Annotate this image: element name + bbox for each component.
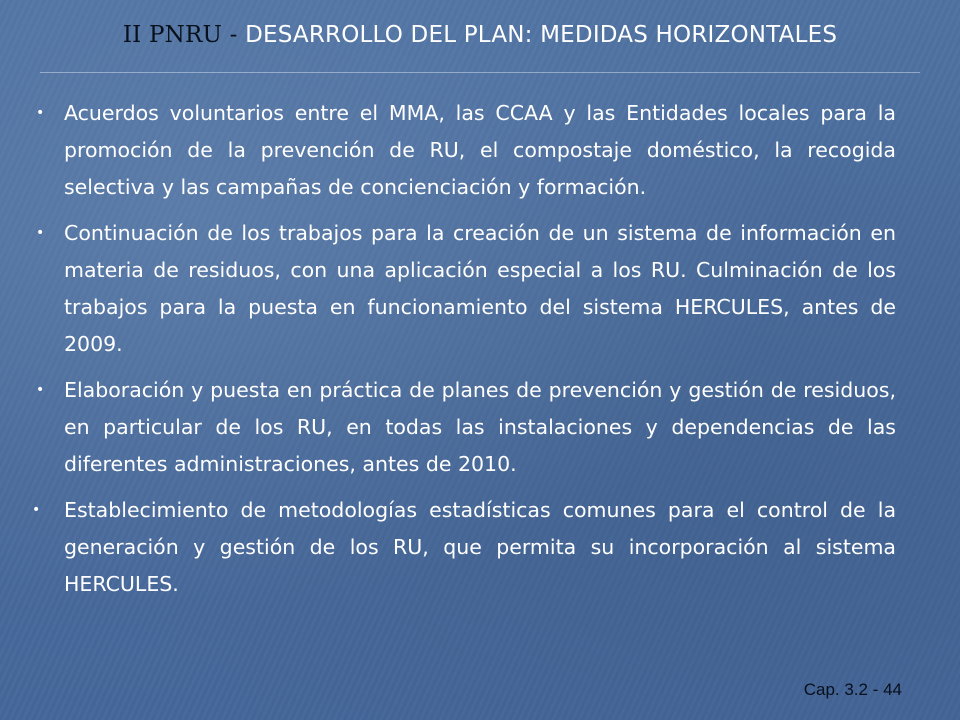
bullet-item [30,492,896,603]
title-main: DESARROLLO DEL PLAN: MEDIDAS HORIZONTALES [245,22,838,48]
slide-number: Cap. 3.2 - 44 [803,680,902,699]
bullet-dot: • [36,105,45,121]
title-prefix: II PNRU - [122,22,246,48]
title-divider [40,72,920,73]
bullet-dot: • [36,225,45,241]
bullet-dot: • [32,502,41,518]
bullet-list [30,95,896,612]
bullet-dot: • [36,382,45,398]
bullet-item [30,372,896,483]
bullet-text: Establecimiento de metodologías estadísticas comunes para el control de la generación y gestión de los RU, que permita su incorporación al sistema HERCULES. [64,498,896,596]
bullet-text: Acuerdos voluntarios entre el MMA, las CCAA y las Entidades locales para la promoción de la prevención de RU, el compostaje doméstico, la recogida selectiva y las campañas de concienciación y formación. [64,101,896,199]
slide-title [0,22,960,48]
bullet-item [30,215,896,363]
bullet-text: Elaboración y puesta en práctica de planes de prevención y gestión de residuos, en particular de los RU, en todas las instalaciones y dependencias de las diferentes administraciones, antes de 2010. [64,378,896,476]
bullet-item [30,95,896,206]
bullet-text: Continuación de los trabajos para la creación de un sistema de información en materia de residuos, con una aplicación especial a los RU. Culminación de los trabajos para la puesta en funcionamiento del sistema HERCULES, antes de 2009. [64,221,896,356]
